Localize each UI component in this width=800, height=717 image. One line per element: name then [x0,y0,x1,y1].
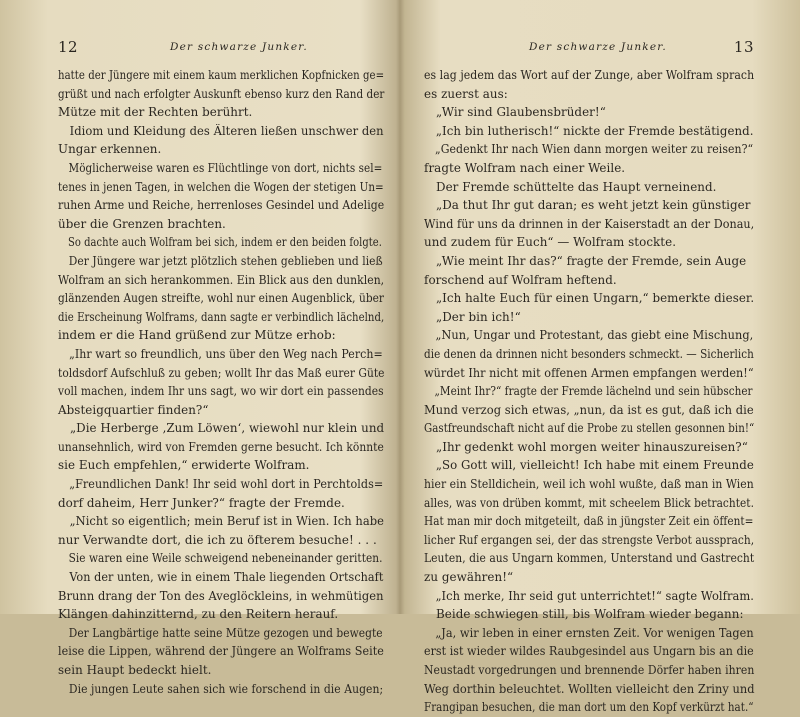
text-line: forschend auf Wolfram heftend. [424,272,617,287]
text-line: „Der bin ich!“ [436,309,521,324]
text-line: Idiom und Kleidung des Älteren ließen unschwer den [69,123,384,138]
running-title-right: Der schwarze Junker. [529,41,667,53]
text-line: Leuten, die aus Ungarn kommen, Unterstand und Gastrecht [424,551,755,566]
text-line: „Wir sind Glaubensbrüder!“ [436,105,606,120]
right-page-text [424,66,754,717]
right-page-header [424,38,754,60]
text-line: toldsdorf Aufschluß zu geben; wollt Ihr das Maß eurer Güte [58,365,385,380]
text-line: sein Haupt bedeckt hielt. [58,663,212,677]
text-line: Wolfram an sich herankommen. Ein Blick aus den dunklen, [58,272,385,287]
text-line: dorf daheim, Herr Junker?“ fragte der Fremde. [58,495,345,510]
text-line: Frangipan besuchen, die man dort um den Kopf verkürzt hat.“ [424,700,754,715]
text-line: Mund verzog sich etwas, „nun, da ist es gut, daß ich die [424,402,754,417]
text-line: die denen da drinnen nicht besonders schmeckt. — Sicherlich [424,346,754,361]
page-number-right: 13 [733,38,754,56]
text-line: ruhen Arme und Reiche, herrenloses Gesindel und Adelige [58,198,385,213]
text-line: „Gedenkt Ihr nach Wien dann morgen weiter zu reisen?“ [435,142,754,157]
text-line: So dachte auch Wolfram bei sich, indem er den beiden folgte. [68,235,382,250]
left-page [0,0,400,696]
text-line: „Da thut Ihr gut daran; es weht jetzt kein günstiger [436,198,751,213]
text-line: Die jungen Leute sahen sich wie forschend in die Augen; [68,681,384,696]
text-line: Gastfreundschaft nicht auf die Probe zu stellen gesonnen bin!“ [424,421,755,436]
text-line: alles, was von drüben kommt, mit scheelem Blick betrachtet. [424,495,754,510]
left-page-header [58,38,384,60]
text-line: würdet Ihr nicht mit offenen Armen empfangen werden!“ [424,365,754,380]
text-line: Der Jüngere war jetzt plötzlich stehen geblieben und ließ [68,253,383,268]
text-line: „Ich merke, Ihr seid gut unterrichtet!“ sagte Wolfram. [435,588,754,603]
text-line: unansehnlich, wird von Fremden gerne besucht. Ich könnte [58,439,384,454]
text-line: Von der unten, wie in einem Thale liegenden Ortschaft [69,570,384,585]
text-line: „Ich halte Euch für einen Ungarn,“ bemerkte dieser. [435,291,755,306]
text-line: „Nicht so eigentlich; mein Beruf ist in Wien. Ich habe [69,514,384,529]
text-line: Mütze mit der Rechten berührt. [58,105,253,120]
text-line: grüßt und nach erfolgter Auskunft ebenso kurz den Rand der [58,86,385,101]
page-number-left: 12 [58,38,79,56]
running-title-left: Der schwarze Junker. [170,41,308,53]
text-line: es zuerst aus: [424,86,508,101]
text-line: nur Verwandte dort, die ich zu öfterem besuche! . . . [58,532,377,547]
text-line: indem er die Hand grüßend zur Mütze erhob: [58,328,336,343]
text-line: „Die Herberge ‚Zum Löwen‘, wiewohl nur klein und [69,421,385,436]
text-line: Brunn drang der Ton des Aveglöckleins, in wehmütigen [58,588,384,603]
text-line: Klängen dahinzitternd, zu den Reitern herauf. [58,607,339,622]
text-line: „Ihr wart so freundlich, uns über den Weg nach Perch= [69,346,383,361]
text-line: Wind für uns da drinnen in der Kaiserstadt an der Donau, [424,216,755,231]
text-line: Neustadt vorgedrungen und brennende Dörfer haben ihren [424,663,755,677]
text-line: Beide schwiegen still, bis Wolfram wieder begann: [436,607,744,622]
text-line: Absteigquartier finden?“ [58,402,209,417]
text-line: hier ein Stelldichein, weil ich wohl wußte, daß man in Wien [424,477,754,492]
text-line: voll machen, indem Ihr uns sagt, wo wir dort ein passendes [58,384,384,399]
text-line: tenes in jenen Tagen, in welchen die Wogen der stetigen Un= [58,179,384,194]
text-line: fragte Wolfram nach einer Weile. [424,160,626,175]
text-line: Weg dorthin beleuchtet. Wollten vielleicht den Zriny und [424,681,755,696]
text-line: „Ihr gedenkt wohl morgen weiter hinauszureisen?“ [436,439,748,454]
text-line: „Wie meint Ihr das?“ fragte der Fremde, sein Auge [436,253,747,268]
text-line: licher Ruf ergangen sei, der das strengste Verbot aussprach, [424,532,755,547]
text-line: Sie waren eine Weile schweigend nebeneinander geritten. [68,551,383,566]
text-line: Ungar erkennen. [58,142,162,157]
text-line: Der Fremde schüttelte das Haupt verneinend. [436,179,717,194]
text-line: „So Gott will, vielleicht! Ich habe mit einem Freunde [435,458,754,473]
text-line: „Meint Ihr?“ fragte der Fremde lächelnd und sein hübscher [434,384,753,399]
text-line: sie Euch empfehlen,“ erwiderte Wolfram. [58,458,310,473]
text-line: über die Grenzen brachten. [58,216,226,231]
text-line: und zudem für Euch“ — Wolfram stockte. [424,235,677,250]
text-line: „Nun, Ungar und Protestant, das giebt eine Mischung, [435,328,754,343]
text-line: Hat man mir doch mitgeteilt, daß in jüngster Zeit ein öffent= [424,514,754,529]
text-line: „Ich bin lutherisch!“ nickte der Fremde bestätigend. [435,123,754,138]
text-line: „Freundlichen Dank! Ihr seid wohl dort in Perchtolds= [69,477,384,492]
text-line: erst ist wieder wildes Raubgesindel aus Ungarn bis an die [424,644,754,659]
text-line: Der Langbärtige hatte seine Mütze gezogen und bewegte [68,625,383,640]
text-line: die Erscheinung Wolframs, dann sagte er verbindlich lächelnd, [58,309,385,324]
text-line: es lag jedem das Wort auf der Zunge, aber Wolfram sprach [424,68,755,82]
right-page [400,0,800,715]
text-line: glänzenden Augen streifte, wohl nur einen Augenblick, über [58,291,385,306]
text-line: hatte der Jüngere mit einem kaum merklichen Kopfnicken ge= [58,68,385,82]
text-line: Möglicherweise waren es Flüchtlinge von dort, nichts sel= [68,160,383,175]
text-line: „Ja, wir leben in einer ernsten Zeit. Vor wenigen Tagen [435,625,754,640]
text-line: zu gewähren!“ [424,570,514,585]
left-page-text [58,66,384,698]
text-line: leise die Lippen, während der Jüngere an Wolframs Seite [58,644,384,659]
